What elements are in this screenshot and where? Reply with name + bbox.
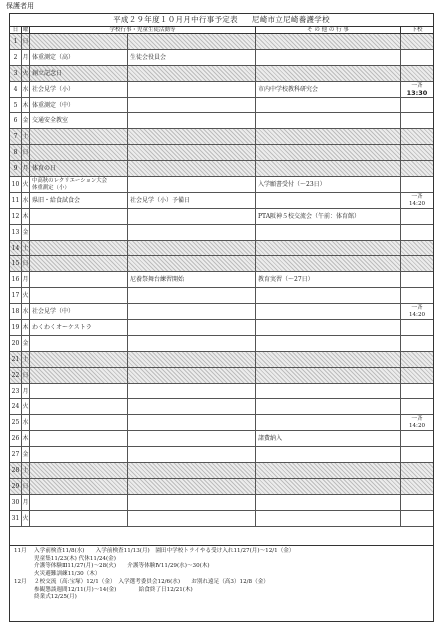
event-cell — [30, 272, 128, 287]
dismissal-cell — [401, 511, 433, 526]
table-row — [10, 304, 433, 320]
student-activity-cell — [128, 368, 256, 383]
notes-nov-label: 11月 — [14, 548, 27, 554]
event-cell — [30, 209, 128, 224]
dismissal-time: 14:20 — [408, 423, 426, 430]
weekday-cell: 月 — [22, 384, 30, 399]
weekday-cell: 月 — [22, 272, 30, 287]
other-event-cell — [256, 320, 401, 335]
event-cell — [30, 256, 128, 271]
notes-dec-label: 12月 — [14, 579, 27, 585]
weekday-cell: 木 — [22, 98, 30, 113]
schedule-sheet — [9, 13, 434, 622]
event-cell: 体重測定（高） — [30, 50, 128, 65]
dismissal-cell — [401, 161, 433, 176]
student-activity-cell — [128, 161, 256, 176]
dismissal-cell — [401, 304, 433, 319]
weekday-cell: 金 — [22, 113, 30, 128]
day-cell: 22 — [10, 368, 22, 383]
weekday-cell: 木 — [22, 320, 30, 335]
weekday-cell: 月 — [22, 50, 30, 65]
dismissal-cell — [401, 113, 433, 128]
weekday-cell: 金 — [22, 447, 30, 462]
table-row — [10, 272, 433, 288]
event-cell: 中高秋のレクリエーション大会 体重測定（小） — [30, 177, 128, 192]
title-heading: 平成２９年度１０月月中行事予定表 — [113, 15, 238, 24]
other-event-cell — [256, 336, 401, 351]
day-cell: 29 — [10, 479, 22, 494]
other-event-cell — [256, 98, 401, 113]
header-day: 日 — [10, 26, 22, 34]
dismissal-cell — [401, 399, 433, 414]
student-activity-cell — [128, 399, 256, 414]
weekday-cell: 日 — [22, 479, 30, 494]
other-event-cell — [256, 447, 401, 462]
header-other: そ の 他 の 行 事 — [256, 26, 401, 34]
weekday-cell: 日 — [22, 368, 30, 383]
dismissal-time: 14:20 — [408, 200, 426, 207]
day-cell: 4 — [10, 82, 22, 97]
notes-line: 参観懇談週間12/11(月)〜14(金) 給食終了日12/21(木) — [34, 586, 193, 593]
dismissal-cell — [401, 66, 433, 81]
header-weekday: 曜 — [22, 27, 29, 33]
table-row — [10, 415, 433, 431]
student-activity-cell — [128, 447, 256, 462]
weekday-cell: 土 — [22, 241, 30, 256]
dismissal-cell — [401, 50, 433, 65]
table-row — [10, 352, 433, 368]
table-row — [10, 368, 433, 384]
weekday-cell: 日 — [22, 256, 30, 271]
other-event-cell — [256, 193, 401, 208]
other-event-cell — [256, 145, 401, 160]
other-event-cell: 諸費納入 — [256, 431, 401, 446]
day-cell: 19 — [10, 320, 22, 335]
student-activity-cell: 尼養祭舞台練習開始 — [128, 272, 256, 287]
day-cell: 6 — [10, 113, 22, 128]
weekday-cell: 木 — [22, 209, 30, 224]
event-cell — [30, 225, 128, 240]
other-event-cell — [256, 288, 401, 303]
day-cell: 2 — [10, 50, 22, 65]
event-cell: 社会見学（中） — [30, 304, 128, 319]
student-activity-cell — [128, 256, 256, 271]
student-activity-cell — [128, 415, 256, 430]
other-event-cell: 入学願書受付（〜23日） — [256, 177, 401, 192]
dismissal-cell — [401, 177, 433, 192]
day-cell: 16 — [10, 272, 22, 287]
dismissal-cell — [401, 463, 433, 478]
event-cell — [30, 288, 128, 303]
dismissal-time: 13:30 — [406, 88, 428, 97]
day-cell: 7 — [10, 129, 22, 144]
notes-line: 児童集11/23(木) 代休11/24(金) — [34, 555, 116, 562]
table-row — [10, 82, 433, 98]
table-row — [10, 225, 433, 241]
event-cell — [30, 463, 128, 478]
dismissal-type: 一斉 — [411, 82, 423, 89]
dismissal-cell — [401, 368, 433, 383]
weekday-cell: 水 — [22, 415, 30, 430]
other-event-cell — [256, 50, 401, 65]
weekday-cell: 土 — [22, 129, 30, 144]
schedule-rows — [10, 34, 433, 527]
other-event-cell — [256, 161, 401, 176]
event-cell — [30, 384, 128, 399]
table-row — [10, 98, 433, 114]
student-activity-cell — [128, 34, 256, 49]
other-event-cell — [256, 368, 401, 383]
weekday-cell: 木 — [22, 431, 30, 446]
table-row — [10, 399, 433, 415]
student-activity-cell: 社会見学（小）予備日 — [128, 193, 256, 208]
day-cell: 31 — [10, 511, 22, 526]
student-activity-cell — [128, 66, 256, 81]
table-row — [10, 256, 433, 272]
day-cell: 23 — [10, 384, 22, 399]
weekday-cell: 火 — [22, 511, 30, 526]
event-cell: 創立記念日 — [30, 66, 128, 81]
event-cell — [30, 129, 128, 144]
event-cell — [30, 34, 128, 49]
weekday-cell: 火 — [22, 399, 30, 414]
header-events: 学校行事・児童生徒活動等 — [30, 26, 256, 34]
day-cell: 28 — [10, 463, 22, 478]
notes-line: 火災避難訓練11/30（木） — [34, 570, 101, 577]
notes-line: 終業式12/25(月) — [34, 594, 77, 600]
event-cell: 体重測定（中） — [30, 98, 128, 113]
other-event-cell — [256, 113, 401, 128]
student-activity-cell — [128, 336, 256, 351]
day-cell: 15 — [10, 256, 22, 271]
notes-section — [10, 545, 433, 622]
day-cell: 11 — [10, 193, 22, 208]
student-activity-cell — [128, 495, 256, 510]
table-row — [10, 463, 433, 479]
student-activity-cell — [128, 384, 256, 399]
weekday-cell: 水 — [22, 193, 30, 208]
event-cell: 県旧・給食試食会 — [30, 193, 128, 208]
weekday-cell: 金 — [22, 336, 30, 351]
weekday-cell: 日 — [22, 34, 30, 49]
dismissal-cell — [401, 145, 433, 160]
day-cell: 9 — [10, 161, 22, 176]
dismissal-cell — [401, 209, 433, 224]
other-event-cell — [256, 399, 401, 414]
student-activity-cell: 生徒会役員会 — [128, 50, 256, 65]
dismissal-cell — [401, 384, 433, 399]
event-cell — [30, 415, 128, 430]
day-cell: 18 — [10, 304, 22, 319]
table-row — [10, 161, 433, 177]
dismissal-time: 14:20 — [408, 312, 426, 319]
table-row — [10, 145, 433, 161]
student-activity-cell — [128, 113, 256, 128]
day-cell: 27 — [10, 447, 22, 462]
student-activity-cell — [128, 463, 256, 478]
event-cell — [30, 479, 128, 494]
dismissal-cell — [401, 272, 433, 287]
student-activity-cell — [128, 320, 256, 335]
table-row — [10, 193, 433, 209]
student-activity-cell — [128, 82, 256, 97]
event-cell — [30, 336, 128, 351]
weekday-cell: 日 — [22, 145, 30, 160]
table-row — [10, 511, 433, 527]
day-cell: 20 — [10, 336, 22, 351]
table-row — [10, 241, 433, 257]
dismissal-cell — [401, 352, 433, 367]
day-cell: 8 — [10, 145, 22, 160]
day-cell: 24 — [10, 399, 22, 414]
day-cell: 3 — [10, 66, 22, 81]
table-row — [10, 495, 433, 511]
other-event-cell — [256, 304, 401, 319]
event-cell — [30, 241, 128, 256]
event-cell — [30, 495, 128, 510]
day-cell: 13 — [10, 225, 22, 240]
dismissal-cell — [401, 225, 433, 240]
table-row — [10, 288, 433, 304]
other-event-cell — [256, 495, 401, 510]
day-cell: 14 — [10, 241, 22, 256]
event-cell — [30, 399, 128, 414]
copy-label: 保護者用 — [6, 2, 34, 10]
event-cell — [30, 352, 128, 367]
weekday-cell: 水 — [22, 304, 30, 319]
notes-line: 入学前検査11/8(水) 入学前検査11/13(月) 園田中学校トライやる受け入れ11/27(月)〜12/1（金） — [34, 548, 295, 554]
day-cell: 17 — [10, 288, 22, 303]
other-event-cell — [256, 256, 401, 271]
event-cell — [30, 368, 128, 383]
dismissal-cell — [401, 98, 433, 113]
event-cell: わくわくオーケストラ — [30, 320, 128, 335]
event-cell — [30, 447, 128, 462]
day-cell: 21 — [10, 352, 22, 367]
student-activity-cell — [128, 352, 256, 367]
other-event-cell — [256, 463, 401, 478]
day-cell: 12 — [10, 209, 22, 224]
dismissal-type: 一斉 — [411, 416, 423, 423]
student-activity-cell — [128, 129, 256, 144]
dismissal-cell — [401, 256, 433, 271]
dismissal-cell — [401, 129, 433, 144]
dismissal-cell — [401, 34, 433, 49]
dismissal-cell — [401, 193, 433, 208]
table-row — [10, 320, 433, 336]
dismissal-cell — [401, 431, 433, 446]
dismissal-cell — [401, 320, 433, 335]
dismissal-cell — [401, 447, 433, 462]
dismissal-cell — [401, 241, 433, 256]
weekday-cell: 土 — [22, 352, 30, 367]
day-cell: 30 — [10, 495, 22, 510]
notes-line: 介護等体験Ⅲ11/27(月)〜28(火) 介護等体験Ⅳ11/29(水)〜30(木) — [34, 563, 210, 569]
other-event-cell: PTA阪神５校交流会（午前：体育館） — [256, 209, 401, 224]
dismissal-cell — [401, 495, 433, 510]
event-cell: 社会見学（小） — [30, 82, 128, 97]
dismissal-type: 一斉 — [411, 193, 423, 200]
day-cell: 5 — [10, 98, 22, 113]
event-cell: 交通安全教室 — [30, 113, 128, 128]
student-activity-cell — [128, 479, 256, 494]
student-activity-cell — [128, 98, 256, 113]
other-event-cell: 教育実習（〜27日） — [256, 272, 401, 287]
table-row — [10, 209, 433, 225]
school-name: 尼崎市立尼崎養護学校 — [251, 15, 330, 24]
table-row — [10, 447, 433, 463]
dismissal-cell — [401, 336, 433, 351]
weekday-cell: 火 — [22, 66, 30, 81]
table-header — [10, 26, 433, 34]
other-event-cell — [256, 225, 401, 240]
event-cell — [30, 431, 128, 446]
student-activity-cell — [128, 209, 256, 224]
weekday-cell: 火 — [22, 177, 30, 192]
other-event-cell — [256, 479, 401, 494]
dismissal-cell — [401, 479, 433, 494]
other-event-cell — [256, 34, 401, 49]
weekday-cell: 水 — [22, 82, 30, 97]
weekday-cell: 月 — [22, 161, 30, 176]
other-event-cell — [256, 415, 401, 430]
table-row — [10, 177, 433, 193]
table-row — [10, 113, 433, 129]
weekday-cell: 火 — [22, 288, 30, 303]
student-activity-cell — [128, 145, 256, 160]
header-dismissal: 下校 — [411, 27, 423, 33]
student-activity-cell — [128, 225, 256, 240]
other-event-cell — [256, 352, 401, 367]
event-cell — [30, 145, 128, 160]
table-row — [10, 66, 433, 82]
table-row — [10, 384, 433, 400]
day-cell: 1 — [10, 34, 22, 49]
other-event-cell — [256, 511, 401, 526]
event-cell: 体育の日 — [30, 161, 128, 176]
student-activity-cell — [128, 177, 256, 192]
dismissal-cell — [401, 82, 433, 97]
table-row — [10, 431, 433, 447]
event-cell — [30, 511, 128, 526]
dismissal-cell — [401, 415, 433, 430]
day-cell: 25 — [10, 415, 22, 430]
other-event-cell — [256, 384, 401, 399]
table-row — [10, 129, 433, 145]
other-event-cell — [256, 66, 401, 81]
student-activity-cell — [128, 431, 256, 446]
day-cell: 10 — [10, 177, 22, 192]
student-activity-cell — [128, 511, 256, 526]
weekday-cell: 金 — [22, 225, 30, 240]
day-cell: 26 — [10, 431, 22, 446]
other-event-cell: 市内中学校教科研究会 — [256, 82, 401, 97]
other-event-cell — [256, 241, 401, 256]
table-row — [10, 50, 433, 66]
table-row — [10, 34, 433, 50]
weekday-cell: 土 — [22, 463, 30, 478]
weekday-cell: 月 — [22, 495, 30, 510]
dismissal-type: 一斉 — [411, 305, 423, 312]
student-activity-cell — [128, 288, 256, 303]
table-row — [10, 479, 433, 495]
table-row — [10, 336, 433, 352]
notes-line: ２校交流（高:宝塚）12/1（金） 入学選考委員会12/6(水) お別れ遠足（高3）12/8（金） — [34, 579, 269, 585]
dismissal-cell — [401, 288, 433, 303]
other-event-cell — [256, 129, 401, 144]
student-activity-cell — [128, 304, 256, 319]
student-activity-cell — [128, 241, 256, 256]
